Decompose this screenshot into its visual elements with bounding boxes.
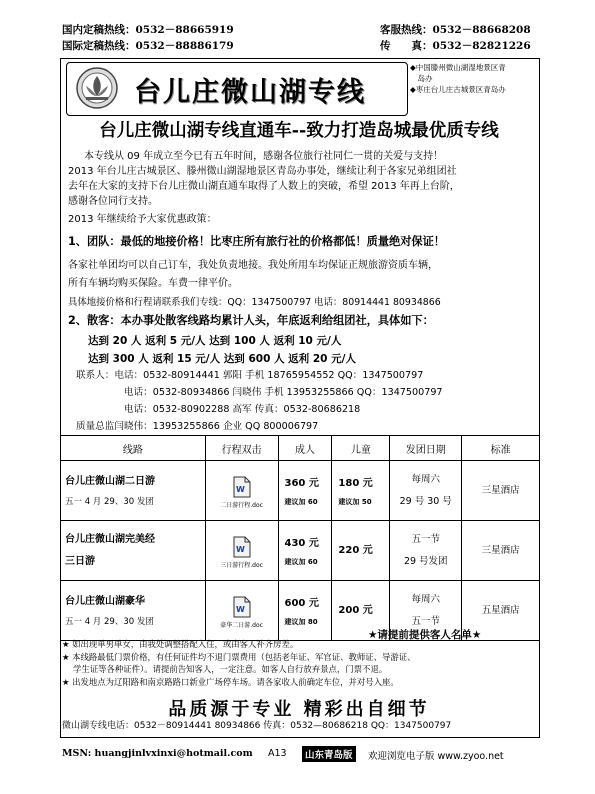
adult-price-note: 建议加 60 <box>284 557 318 566</box>
section1-line: 具体地接价格和行程请联系我们专线：QQ：1347500797 电话：80914441 80934866 <box>68 297 441 308</box>
office-list <box>410 62 534 116</box>
itinerary-doc-link[interactable] <box>205 521 278 581</box>
departure-date: 29 号 30 号 <box>399 495 452 507</box>
departure-cell <box>390 521 462 581</box>
section1-line: 各家社单团均可以自己订车，我处负责地接。我处所用车均保证正规旅游资质车辆， <box>68 260 438 271</box>
office-item: ◆中国滕州微山湖湿地景区青 <box>410 63 506 72</box>
adult-price-cell <box>278 461 332 521</box>
child-price-note: 建议加 50 <box>338 497 372 506</box>
msn-contact: MSN: huangjinlvxinxi@hotmail.com <box>62 748 253 759</box>
contact-line: 联系人：电话：0532-80914441 郭阳 手机 18765954552 QQ：1347500797 <box>76 370 424 381</box>
svg-text:W: W <box>235 604 245 614</box>
child-price-cell <box>332 521 390 581</box>
child-price-cell <box>332 461 390 521</box>
note-item: ★ 本线路最低门票价格，有任何证件均不退门票费用（包括老年证、军官证、教师证、导游证、 <box>62 651 416 662</box>
col-header: 线路 <box>61 436 206 461</box>
service-hotline: 客服热线：0532－88668208 <box>380 24 531 36</box>
col-header: 儿童 <box>332 436 390 461</box>
departure-date: 29 号发团 <box>403 555 448 567</box>
section1-line: 所有车辆均购买保险。车费一律平价。 <box>68 278 238 289</box>
standard-cell: 三星酒店 <box>462 461 540 521</box>
adult-price-note: 建议加 80 <box>284 617 318 626</box>
route-sub: 三日游 <box>65 555 95 567</box>
adult-price-note: 建议加 60 <box>284 497 318 506</box>
international-hotline: 国际定稿热线：0532－88886179 <box>62 40 234 52</box>
adult-price-cell <box>278 581 332 641</box>
contact-line: 电话：0532-80902288 高军 传真：0532-80686218 <box>124 404 361 415</box>
route-cell <box>61 521 206 581</box>
departure-date: 五一节 <box>411 533 440 545</box>
col-header: 标准 <box>462 436 540 461</box>
intro-line: 本专线从 09 年成立至今已有五年时间，感谢各位旅行社同仁一贯的关爱与支持！ <box>84 151 444 162</box>
doc-filename: 豪华二日游.doc <box>220 621 263 629</box>
col-header: 行程双击 <box>205 436 278 461</box>
table-row <box>61 461 540 521</box>
route-name: 台儿庄微山湖豪华 <box>65 595 145 607</box>
doc-filename: 三日游行程.doc <box>220 561 263 569</box>
table-header-row <box>61 436 540 461</box>
route-name: 台儿庄微山湖二日游 <box>65 475 155 487</box>
footer-contact-line: 微山湖专线电话：0532－80914441 80934866 传真：0532—80686218 QQ：1347500797 <box>62 721 452 731</box>
adult-price-cell <box>278 521 332 581</box>
doc-filename: 二日游行程.doc <box>220 501 263 509</box>
rebate-line: 达到 300 人 返利 15 元/人 达到 600 人 返利 20 元/人 <box>88 353 356 365</box>
itinerary-doc-link[interactable] <box>205 461 278 521</box>
adult-price: 600 元 <box>284 597 319 609</box>
word-document-icon <box>233 476 251 498</box>
edition-badge: 山东青岛版 <box>302 746 356 762</box>
contact-line: 电话：0532-80934866 闫晓伟 手机 13953255866 QQ：1347500797 <box>124 387 443 398</box>
section1-heading: 1、团队：最低的地接价格！比枣庄所有旅行社的价格都低！质量绝对保证！ <box>68 235 445 248</box>
intro-line: 去年在大家的支持下台儿庄微山湖直通车取得了人数上的突破，希望 2013 年再上台阶， <box>68 181 460 192</box>
route-cell <box>61 461 206 521</box>
svg-text:W: W <box>235 484 245 494</box>
child-price: 180 元 <box>338 477 373 489</box>
lotus-emblem-icon <box>74 66 120 110</box>
word-document-icon <box>233 596 251 618</box>
route-sub: 五一 4 月 29、30 发团 <box>65 616 154 627</box>
standard-cell: 五星酒店 <box>462 581 540 641</box>
office-item: ◆枣庄台儿庄古城景区青岛办 <box>410 85 506 94</box>
child-price: 220 元 <box>338 544 373 556</box>
rebate-line: 达到 20 人 返利 5 元/人 达到 100 人 返利 10 元/人 <box>88 335 342 347</box>
departure-date: 每周六 <box>411 593 440 605</box>
intro-line: 感谢各位同行支持。 <box>68 196 158 207</box>
svg-text:W: W <box>235 544 245 554</box>
child-price: 200 元 <box>338 604 373 616</box>
col-header: 成人 <box>278 436 332 461</box>
office-item: 岛办 <box>410 74 433 83</box>
logo-title: 台儿庄微山湖专线 <box>134 77 366 108</box>
departure-cell <box>390 461 462 521</box>
route-sub: 五一 4 月 29、30 发团 <box>65 496 154 507</box>
note-item: ★ 出发地点为辽阳路和南京路路口新业广场停车场。请各家收人前确定车位，并对号入座。 <box>62 676 399 687</box>
contact-line: 质量总监闫晓伟：13953255866 企业 QQ 800006797 <box>76 421 319 432</box>
intro-line: 2013 年继续给予大家优惠政策： <box>68 214 217 225</box>
routes-table <box>60 435 540 641</box>
standard-cell: 三星酒店 <box>462 521 540 581</box>
route-cell <box>61 581 206 641</box>
adult-price: 360 元 <box>284 477 319 489</box>
slogan: 品质源于专业 精彩出自细节 <box>168 699 430 720</box>
departure-date: 每周六 <box>411 473 440 485</box>
word-document-icon <box>233 536 251 558</box>
notes-list <box>62 638 536 688</box>
adult-price: 430 元 <box>284 537 319 549</box>
note-item: 学生证等各种证件）。请提前告知客人，一定注意。如客人自行放弃景点，门票不退。 <box>62 664 388 674</box>
client-list-note: ★请提前提供客人名单★ <box>368 629 482 641</box>
departure-date: 五一节 <box>411 615 440 627</box>
table-row <box>61 521 540 581</box>
col-header: 发团日期 <box>390 436 462 461</box>
itinerary-doc-link[interactable] <box>205 581 278 641</box>
fax-line: 传 真：0532－82821226 <box>380 40 531 52</box>
website-link[interactable]: 欢迎浏览电子版 www.zyoo.net <box>368 751 504 762</box>
domestic-hotline: 国内定稿热线：0532－88665919 <box>62 24 234 36</box>
route-name: 台儿庄微山湖完美经 <box>65 533 155 545</box>
page-number: A13 <box>268 748 287 759</box>
headline: 台儿庄微山湖专线直通车--致力打造岛城最优质专线 <box>99 121 499 141</box>
note-item: ★ 如出现单男单女，由我处调整搭配入住，或由客人补齐房差。 <box>62 639 299 649</box>
intro-line: 2013 年台儿庄古城景区、滕州微山湖湿地景区青岛办事处，继续让利于各家兄弟组团社 <box>68 166 457 177</box>
section2-heading: 2、散客：本办事处散客线路均累计人头，年底返利给组团社，具体如下： <box>68 314 434 327</box>
